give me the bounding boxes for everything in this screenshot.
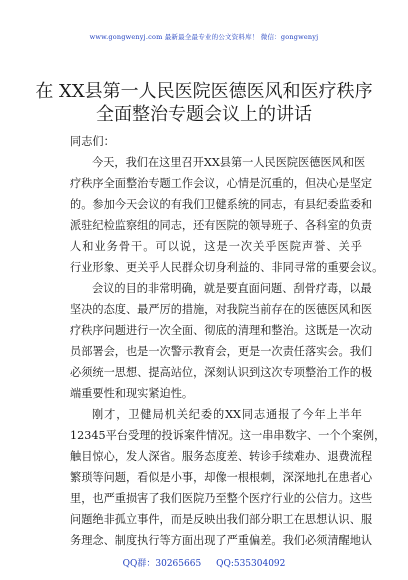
paragraph-line: 刚才，卫健局机关纪委的XX同志通报了今年上半年: [92, 408, 362, 421]
paragraph-line: 疗秩序全面整治专题工作会议，心情是沉重的，但决心是坚定: [70, 177, 373, 190]
footer-contact: [0, 556, 408, 569]
document-title-line-1: 在 XX县第一人民医院医德医风和医疗秩序: [35, 81, 373, 102]
paragraph-line: 行业形象、更关乎人民群众切身利益的、非同寻常的重要会议。: [70, 261, 384, 274]
salutation: 同志们：: [70, 135, 115, 148]
paragraph-1: [70, 152, 384, 278]
paragraph-line: 派驻纪检监察组的同志，还有医院的领导班子、各科室的负责: [70, 219, 373, 232]
paragraph-line: 员部署会，也是一次警示教育会，更是一次责任落实会。我们: [70, 345, 373, 358]
paragraph-line: 的。参加今天会议的有我们卫健系统的同志，有县纪委监委和: [70, 198, 373, 211]
paragraph-line: 12345平台受理的投诉案件情况。这一串串数字、一个个案例，: [70, 429, 386, 442]
paragraph-line: 问题绝非孤立事件，而是反映出我们部分职工在思想认识、服: [70, 513, 373, 526]
paragraph-line: 务理念、制度执行等方面出现了严重偏差。我们必须清醒地认: [70, 534, 373, 547]
paragraph-line: 触目惊心，发人深省。服务态度差、转诊手续难办、退费流程: [70, 450, 373, 463]
paragraph-line: 人和业务骨干。可以说，这是一次关乎医院声誉、关乎: [70, 240, 362, 253]
paragraph-line: 坚决的态度、最严厉的措施，对我院当前存在的医德医风和医: [70, 303, 373, 316]
paragraph-line: 今天，我们在这里召开XX县第一人民医院医德医风和医: [92, 156, 366, 169]
footer-qq-group: QQ群：30265665: [122, 559, 202, 569]
paragraph-2: [70, 278, 373, 404]
paragraph-3: [70, 404, 386, 551]
document-title-line-2: 全面整治专题会议上的讲话: [96, 104, 312, 125]
paragraph-line: 必须统一思想、提高站位，深刻认识到这次专项整治工作的极: [70, 366, 373, 379]
footer-qq: QQ:535304092: [216, 559, 286, 569]
paragraph-line: 繁琐等问题，看似是小事，却像一根根刺，深深地扎在患者心: [70, 471, 373, 484]
header-site-banner: www.gongwenyj.com 最新最全最专业的公文资料库！ 微信：gongwenyj: [89, 33, 319, 41]
paragraph-line: 里，也严重损害了我们医院乃至整个医疗行业的公信力。这些: [70, 492, 373, 505]
paragraph-line: 疗秩序问题进行一次全面、彻底的清理和整治。这既是一次动: [70, 324, 373, 337]
paragraph-line: 会议的目的非常明确，就是要直面问题、刮骨疗毒，以最: [92, 282, 372, 295]
document-body: [70, 131, 386, 551]
paragraph-line: 端重要性和现实紧迫性。: [70, 387, 194, 400]
